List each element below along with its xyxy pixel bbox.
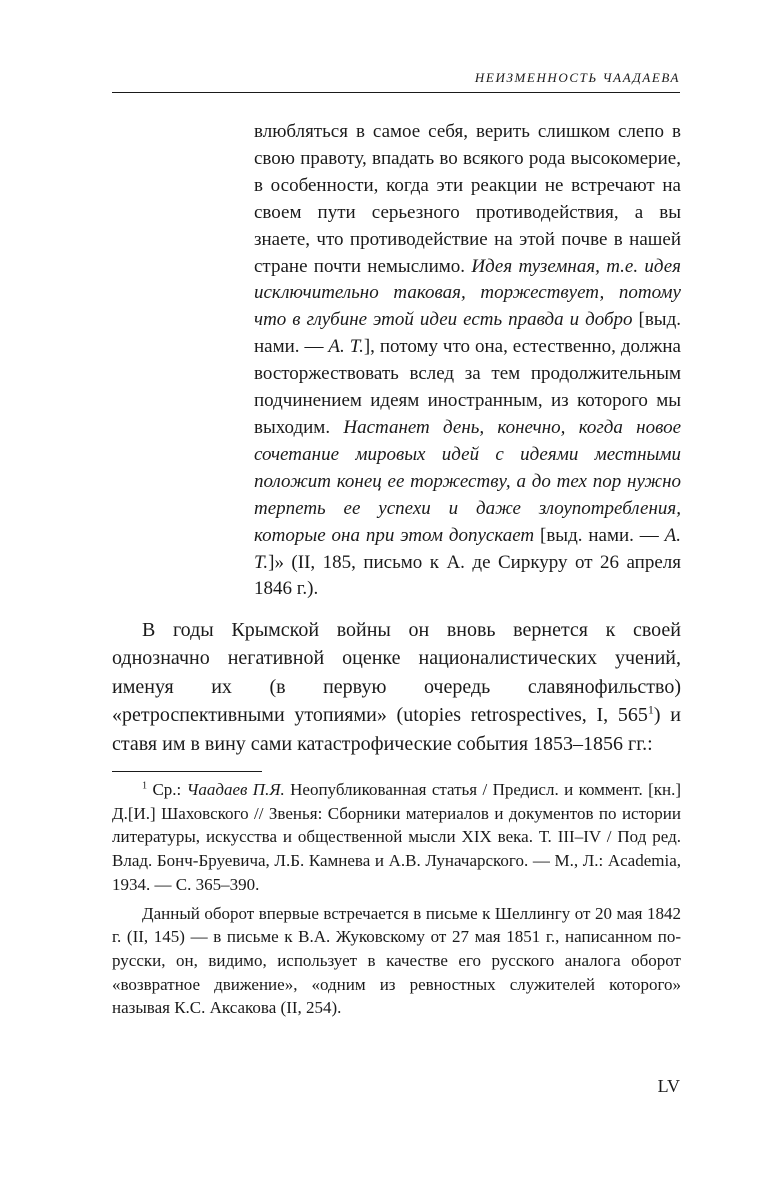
quote-initials: А. Т.	[328, 336, 364, 358]
footnote-author: Чаадаев П.Я.	[186, 780, 285, 799]
page-number: LV	[657, 1076, 680, 1096]
body-paragraph	[112, 616, 681, 758]
footnote-reference: 1	[647, 702, 654, 717]
quote-paragraph	[254, 119, 681, 603]
main-text	[112, 616, 681, 758]
block-quote	[254, 119, 681, 603]
footnote-continuation: Данный оборот впервые встречается в письме к Шеллингу от 20 мая 1842 г. (II, 145) — в письме к В.А. Жуковскому от 27 мая 1851 г., написанном по-русски, он, видимо, использует в качестве его русского аналога оборот «возвратное движение», «одним из ревностных служителей которого» называя К.С. Аксакова (II, 254).	[112, 903, 681, 1018]
quote-emphasis: Настанет день, конечно, когда новое сочетание мировых идей с идеями местными положит конец ее торжеству, а до тех пор нужно терпеть ее успехи и даже злоупотребления, которые она при этом допускает	[254, 416, 681, 546]
header-rule	[112, 92, 680, 93]
quote-text: [выд. нами. —	[254, 309, 681, 358]
quote-text: влюбляться в самое себя, верить слишком слепо в свою правоту, впадать во всякого рода высокомерие, в особенности, когда эти реакции не встречают на своем пути серьезного противодействия, а вы знаете, что противодействие на этой почве в нашей стране почти немыслимо.	[254, 121, 681, 277]
quote-text: [выд. нами. —	[534, 524, 665, 546]
body-text: В годы Крымской войны он вновь вернется к своей однозначно негативной оценке националистических учений, именуя их (в первую очередь славянофильство) «ретроспективными утопиями» (utopies retrospectives, I, 565	[112, 619, 681, 727]
footnote-marker: 1	[142, 780, 148, 792]
body-text: ) и ставя им в вину сами катастрофические события 1853–1856 гг.:	[112, 704, 681, 755]
footnote-text: Ср.:	[147, 780, 187, 799]
quote-emphasis: Идея туземная, т.е. идея исключительно таковая, торжествует, потому что в глубине этой идеи есть правда и добро	[254, 255, 681, 331]
running-head: НЕИЗМЕННОСТЬ ЧААДАЕВА	[474, 70, 680, 85]
quote-initials: А. Т.	[254, 524, 681, 573]
footnotes	[112, 778, 681, 1020]
footnote-rule	[112, 771, 262, 772]
footnote-text: Неопубликованная статья / Предисл. и коммент. [кн.] Д.[И.] Шаховского // Звенья: Сборники материалов и документов по истории литературы, искусства и общественной мысли XIX века. Т. III–IV / Под ред. Влад. Бонч-Бруевича, Л.Б. Камнева и А.В. Луначарского. — М., Л.: Academia, 1934. — С. 365–390.	[112, 780, 682, 894]
quote-text: ], потому что она, естественно, должна восторжествовать вслед за тем продолжительным подчинением идеям иностранным, из которого мы выходим.	[254, 336, 681, 438]
footnote-1	[112, 778, 681, 897]
quote-text: ]» (II, 185, письмо к А. де Сиркуру от 26 апреля 1846 г.).	[254, 551, 681, 600]
